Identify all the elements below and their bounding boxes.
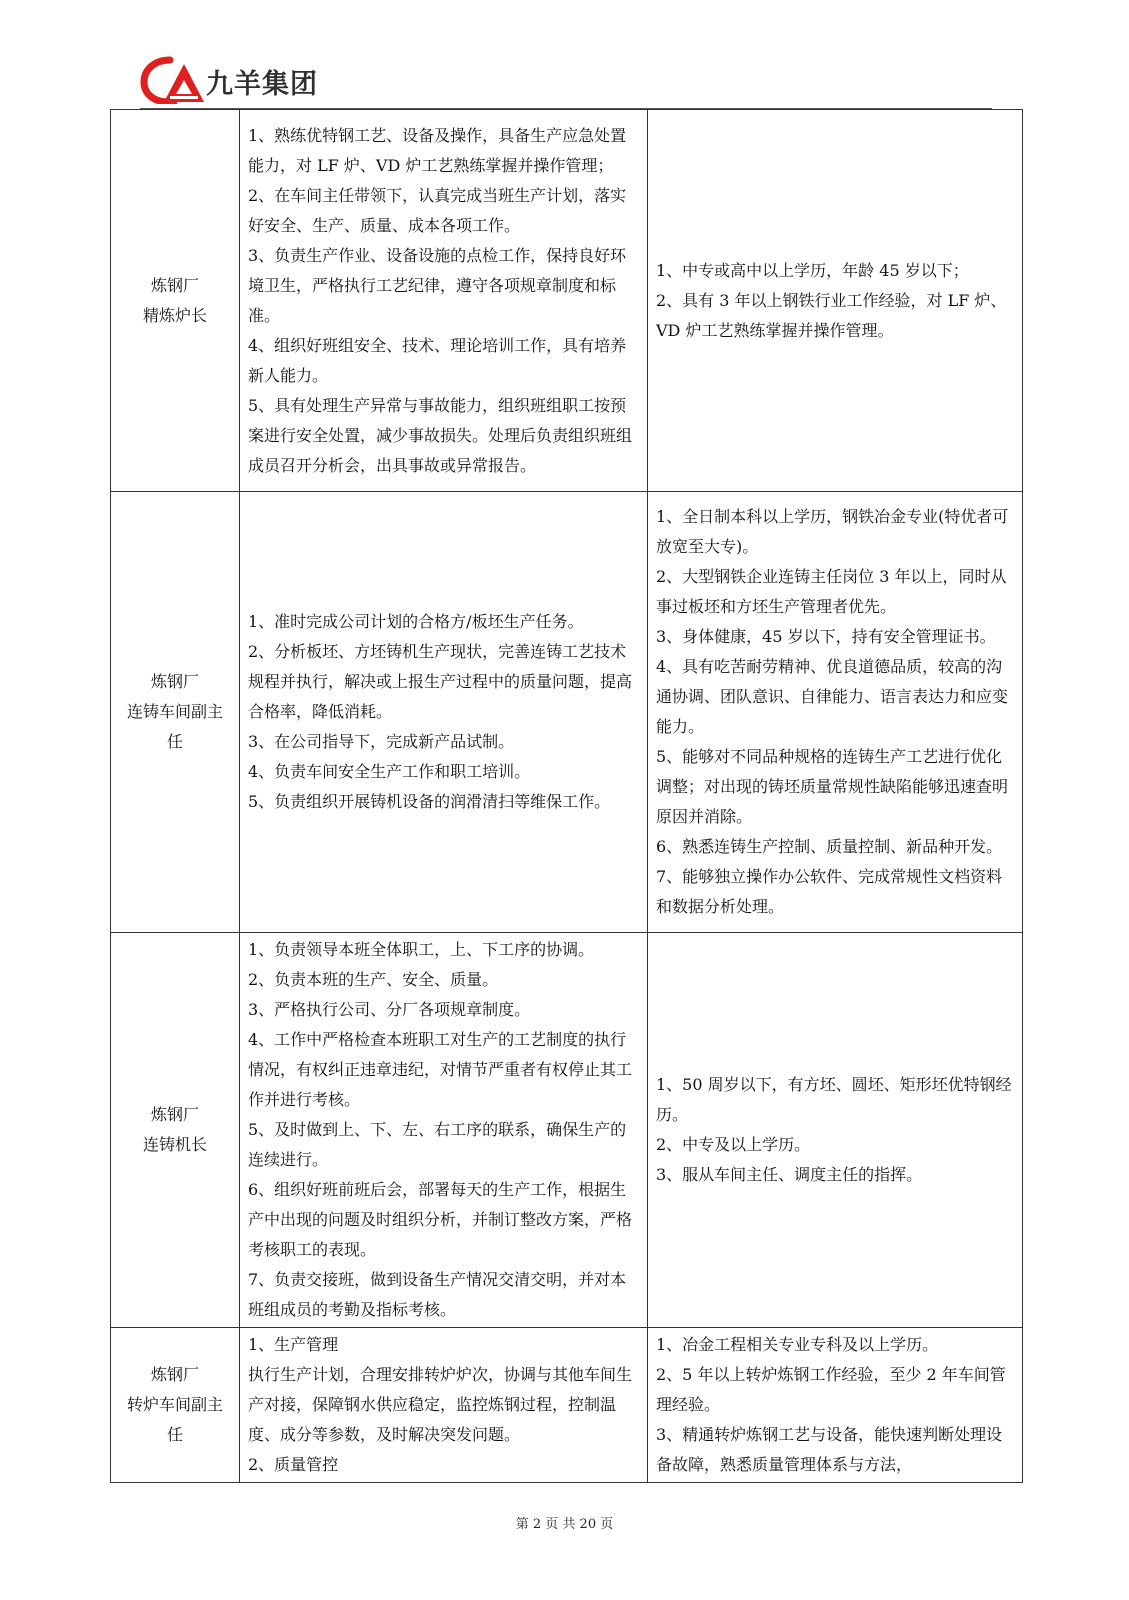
position-title: 炼钢厂 xyxy=(150,1105,199,1124)
position-cell xyxy=(111,1328,240,1483)
requirement-item: 3、服从车间主任、调度主任的指挥。 xyxy=(656,1165,923,1184)
requirement-item: 1、中专或高中以上学历，年龄 45 岁以下； xyxy=(656,260,969,280)
job-table xyxy=(110,109,1023,1483)
position-title: 精炼炉长 xyxy=(142,305,207,325)
position-title: 炼钢厂 xyxy=(150,672,199,691)
requirements-cell xyxy=(648,110,1023,492)
requirement-item: 5、能够对不同品种规格的连铸生产工艺进行优化调整；对出现的铸坯质量常规性缺陷能够迅速查明原因并消除。 xyxy=(656,747,1009,826)
table-row xyxy=(111,492,1023,933)
duty-item: 7、负责交接班，做到设备生产情况交清交明，并对本班组成员的考勤及指标考核。 xyxy=(248,1270,627,1319)
duty-item: 1、准时完成公司计划的合格方/板坯生产任务。 xyxy=(248,612,584,631)
duty-item: 2、分析板坯、方坯铸机生产现状，完善连铸工艺技术规程并执行，解决或上报生产过程中的质量问题，提高合格率，降低消耗。 xyxy=(248,642,633,721)
position-title: 炼钢厂 xyxy=(150,1365,199,1384)
duty-item: 6、组织好班前班后会，部署每天的生产工作，根据生产中出现的问题及时组织分析，并制订整改方案，严格考核职工的表现。 xyxy=(248,1180,633,1259)
position-title: 任 xyxy=(166,1425,183,1444)
requirement-item: 4、具有吃苦耐劳精神、优良道德品质，较高的沟通协调、团队意识、自律能力、语言表达力和应变能力。 xyxy=(656,657,1009,736)
requirement-item: 2、5 年以上转炉炼钢工作经验，至少 2 年车间管理经验。 xyxy=(656,1365,1006,1414)
table-row xyxy=(111,1328,1023,1483)
duty-item: 2、负责本班的生产、安全、质量。 xyxy=(248,970,499,989)
document-header xyxy=(140,48,980,110)
duty-item: 1、生产管理 xyxy=(248,1335,339,1354)
duty-item: 2、在车间主任带领下，认真完成当班生产计划，落实好安全、生产、质量、成本各项工作。 xyxy=(248,185,627,235)
duty-item: 2、质量管控 xyxy=(248,1455,339,1474)
duty-item: 5、具有处理生产异常与事故能力，组织班组职工按预案进行安全处置，减少事故损失。处理后负责组织班组成员召开分析会，出具事故或异常报告。 xyxy=(248,395,633,475)
duties-cell xyxy=(240,110,648,492)
requirement-item: 3、身体健康，45 岁以下，持有安全管理证书。 xyxy=(656,627,996,646)
position-title: 连铸车间副主 xyxy=(126,702,223,721)
requirement-item: 2、中专及以上学历。 xyxy=(656,1135,811,1154)
company-name: 九羊集团 xyxy=(206,69,318,100)
duty-item: 3、在公司指导下，完成新产品试制。 xyxy=(248,732,515,751)
requirement-item: 1、全日制本科以上学历，钢铁冶金专业(特优者可放宽至大专)。 xyxy=(656,507,1009,556)
requirement-item: 3、精通转炉炼钢工艺与设备，能快速判断处理设备故障，熟悉质量管理体系与方法， xyxy=(656,1425,1003,1474)
position-title: 炼钢厂 xyxy=(150,275,199,295)
duty-item: 4、工作中严格检查本班职工对生产的工艺制度的执行情况，有权纠正违章违纪，对情节严重者有权停止其工作并进行考核。 xyxy=(248,1030,633,1109)
requirement-item: 1、冶金工程相关专业专科及以上学历。 xyxy=(656,1335,939,1354)
duty-item: 1、熟练优特钢工艺、设备及操作，具备生产应急处置能力，对 LF 炉、VD 炉工艺熟练掌握并操作管理； xyxy=(248,125,627,175)
table-row xyxy=(111,933,1023,1328)
position-title: 任 xyxy=(166,732,183,751)
requirement-item: 2、大型钢铁企业连铸主任岗位 3 年以上，同时从事过板坯和方坯生产管理者优先。 xyxy=(656,567,1007,616)
duty-item: 5、及时做到上、下、左、右工序的联系，确保生产的连续进行。 xyxy=(248,1120,627,1169)
duties-cell xyxy=(240,933,648,1328)
table-row xyxy=(111,110,1023,492)
requirements-cell xyxy=(648,933,1023,1328)
position-cell xyxy=(111,492,240,933)
duty-item: 4、组织好班组安全、技术、理论培训工作，具有培养新人能力。 xyxy=(248,335,627,385)
requirement-item: 2、具有 3 年以上钢铁行业工作经验，对 LF 炉、VD 炉工艺熟练掌握并操作管理。 xyxy=(656,290,1007,340)
requirement-item: 6、熟悉连铸生产控制、质量控制、新品种开发。 xyxy=(656,837,1003,856)
requirements-cell xyxy=(648,1328,1023,1483)
position-cell xyxy=(111,110,240,492)
position-title: 连铸机长 xyxy=(142,1135,207,1154)
duty-item: 5、负责组织开展铸机设备的润滑清扫等维保工作。 xyxy=(248,792,611,811)
duties-cell xyxy=(240,492,648,933)
requirement-item: 7、能够独立操作办公软件、完成常规性文档资料和数据分析处理。 xyxy=(656,867,1003,916)
position-cell xyxy=(111,933,240,1328)
duty-item: 1、负责领导本班全体职工，上、下工序的协调。 xyxy=(248,940,595,959)
duty-item: 执行生产计划，合理安排转炉炉次，协调与其他车间生产对接，保障钢水供应稳定，监控炼钢过程，控制温度、成分等参数，及时解决突发问题。 xyxy=(248,1365,633,1444)
page-number: 第 2 页 共 20 页 xyxy=(515,1517,614,1532)
duty-item: 3、负责生产作业、设备设施的点检工作，保持良好环境卫生，严格执行工艺纪律，遵守各项规章制度和标准。 xyxy=(248,245,627,325)
duty-item: 3、严格执行公司、分厂各项规章制度。 xyxy=(248,1000,531,1019)
requirements-cell xyxy=(648,492,1023,933)
position-title: 转炉车间副主 xyxy=(126,1395,223,1414)
requirement-item: 1、50 周岁以下，有方坯、圆坯、矩形坯优特钢经历。 xyxy=(656,1075,1012,1124)
jiuyang-logo-icon xyxy=(140,56,208,104)
duty-item: 4、负责车间安全生产工作和职工培训。 xyxy=(248,762,531,781)
duties-cell xyxy=(240,1328,648,1483)
